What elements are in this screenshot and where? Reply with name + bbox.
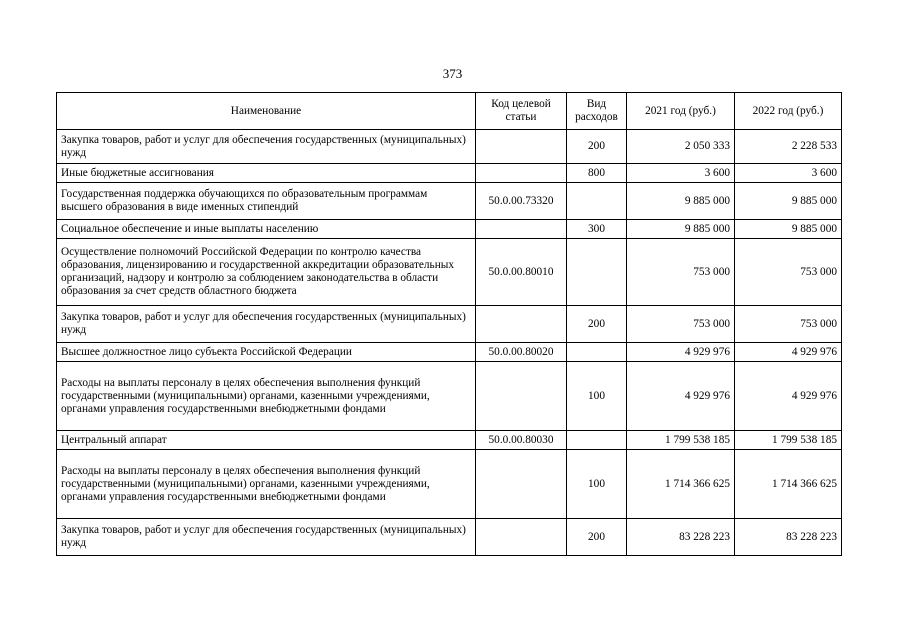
row-amount-2022: 9 885 000 <box>735 183 842 220</box>
row-name: Социальное обеспечение и иные выплаты населению <box>57 220 476 239</box>
row-amount-2021: 83 228 223 <box>627 519 735 556</box>
row-amount-2022: 1 799 538 185 <box>735 431 842 450</box>
budget-table <box>56 92 842 556</box>
row-name: Закупка товаров, работ и услуг для обеспечения государственных (муниципальных) нужд <box>57 519 476 556</box>
header-expense-type: Вид расходов <box>567 93 627 130</box>
row-amount-2021: 4 929 976 <box>627 362 735 431</box>
header-year-2021: 2021 год (руб.) <box>627 93 735 130</box>
row-name: Государственная поддержка обучающихся по образовательным программам высшего образования в виде именных стипендий <box>57 183 476 220</box>
header-row <box>57 93 842 130</box>
table-header <box>57 93 842 130</box>
row-amount-2022: 1 714 366 625 <box>735 450 842 519</box>
row-expense-type <box>567 239 627 306</box>
table-body <box>57 130 842 556</box>
row-name: Закупка товаров, работ и услуг для обеспечения государственных (муниципальных) нужд <box>57 130 476 164</box>
table-row <box>57 306 842 343</box>
row-target-code <box>476 362 567 431</box>
row-amount-2021: 1 714 366 625 <box>627 450 735 519</box>
row-amount-2022: 9 885 000 <box>735 220 842 239</box>
row-amount-2021: 753 000 <box>627 306 735 343</box>
row-target-code: 50.0.00.73320 <box>476 183 567 220</box>
row-target-code: 50.0.00.80020 <box>476 343 567 362</box>
row-expense-type <box>567 343 627 362</box>
row-target-code <box>476 164 567 183</box>
row-target-code <box>476 306 567 343</box>
row-target-code <box>476 450 567 519</box>
row-expense-type <box>567 431 627 450</box>
page-number: 373 <box>442 66 463 81</box>
row-amount-2021: 3 600 <box>627 164 735 183</box>
row-expense-type: 800 <box>567 164 627 183</box>
header-target-code: Код целевой статьи <box>476 93 567 130</box>
row-amount-2021: 2 050 333 <box>627 130 735 164</box>
row-expense-type <box>567 183 627 220</box>
row-amount-2022: 3 600 <box>735 164 842 183</box>
row-expense-type: 200 <box>567 130 627 164</box>
row-amount-2022: 753 000 <box>735 306 842 343</box>
table-row <box>57 183 842 220</box>
row-target-code: 50.0.00.80010 <box>476 239 567 306</box>
row-amount-2022: 2 228 533 <box>735 130 842 164</box>
row-target-code <box>476 519 567 556</box>
header-year-2022: 2022 год (руб.) <box>735 93 842 130</box>
table-row <box>57 164 842 183</box>
table-row <box>57 431 842 450</box>
row-name: Иные бюджетные ассигнования <box>57 164 476 183</box>
row-amount-2021: 9 885 000 <box>627 220 735 239</box>
table-row <box>57 220 842 239</box>
row-name: Осуществление полномочий Российской Федерации по контролю качества образования, лицензированию и государственной аккредитации образовательных организаций, надзору и контролю за соблюдением законодательства в области образования за счет средств областного бюджета <box>57 239 476 306</box>
row-name: Закупка товаров, работ и услуг для обеспечения государственных (муниципальных) нужд <box>57 306 476 343</box>
table-row <box>57 450 842 519</box>
row-amount-2021: 4 929 976 <box>627 343 735 362</box>
row-amount-2021: 1 799 538 185 <box>627 431 735 450</box>
row-expense-type: 100 <box>567 450 627 519</box>
table-row <box>57 519 842 556</box>
row-amount-2022: 4 929 976 <box>735 343 842 362</box>
header-name: Наименование <box>57 93 476 130</box>
row-amount-2022: 753 000 <box>735 239 842 306</box>
row-amount-2022: 4 929 976 <box>735 362 842 431</box>
table-row <box>57 343 842 362</box>
row-name: Высшее должностное лицо субъекта Российской Федерации <box>57 343 476 362</box>
row-expense-type: 100 <box>567 362 627 431</box>
table-row <box>57 239 842 306</box>
row-target-code <box>476 220 567 239</box>
row-name: Расходы на выплаты персоналу в целях обеспечения выполнения функций государственными (муниципальными) органами, казенными учреждениями, органами управления государственными внебюджетными фондами <box>57 450 476 519</box>
row-target-code <box>476 130 567 164</box>
row-amount-2021: 9 885 000 <box>627 183 735 220</box>
table-row <box>57 130 842 164</box>
row-name: Расходы на выплаты персоналу в целях обеспечения выполнения функций государственными (муниципальными) органами, казенными учреждениями, органами управления государственными внебюджетными фондами <box>57 362 476 431</box>
row-expense-type: 300 <box>567 220 627 239</box>
row-expense-type: 200 <box>567 306 627 343</box>
row-name: Центральный аппарат <box>57 431 476 450</box>
row-amount-2021: 753 000 <box>627 239 735 306</box>
row-expense-type: 200 <box>567 519 627 556</box>
row-amount-2022: 83 228 223 <box>735 519 842 556</box>
row-target-code: 50.0.00.80030 <box>476 431 567 450</box>
table-row <box>57 362 842 431</box>
